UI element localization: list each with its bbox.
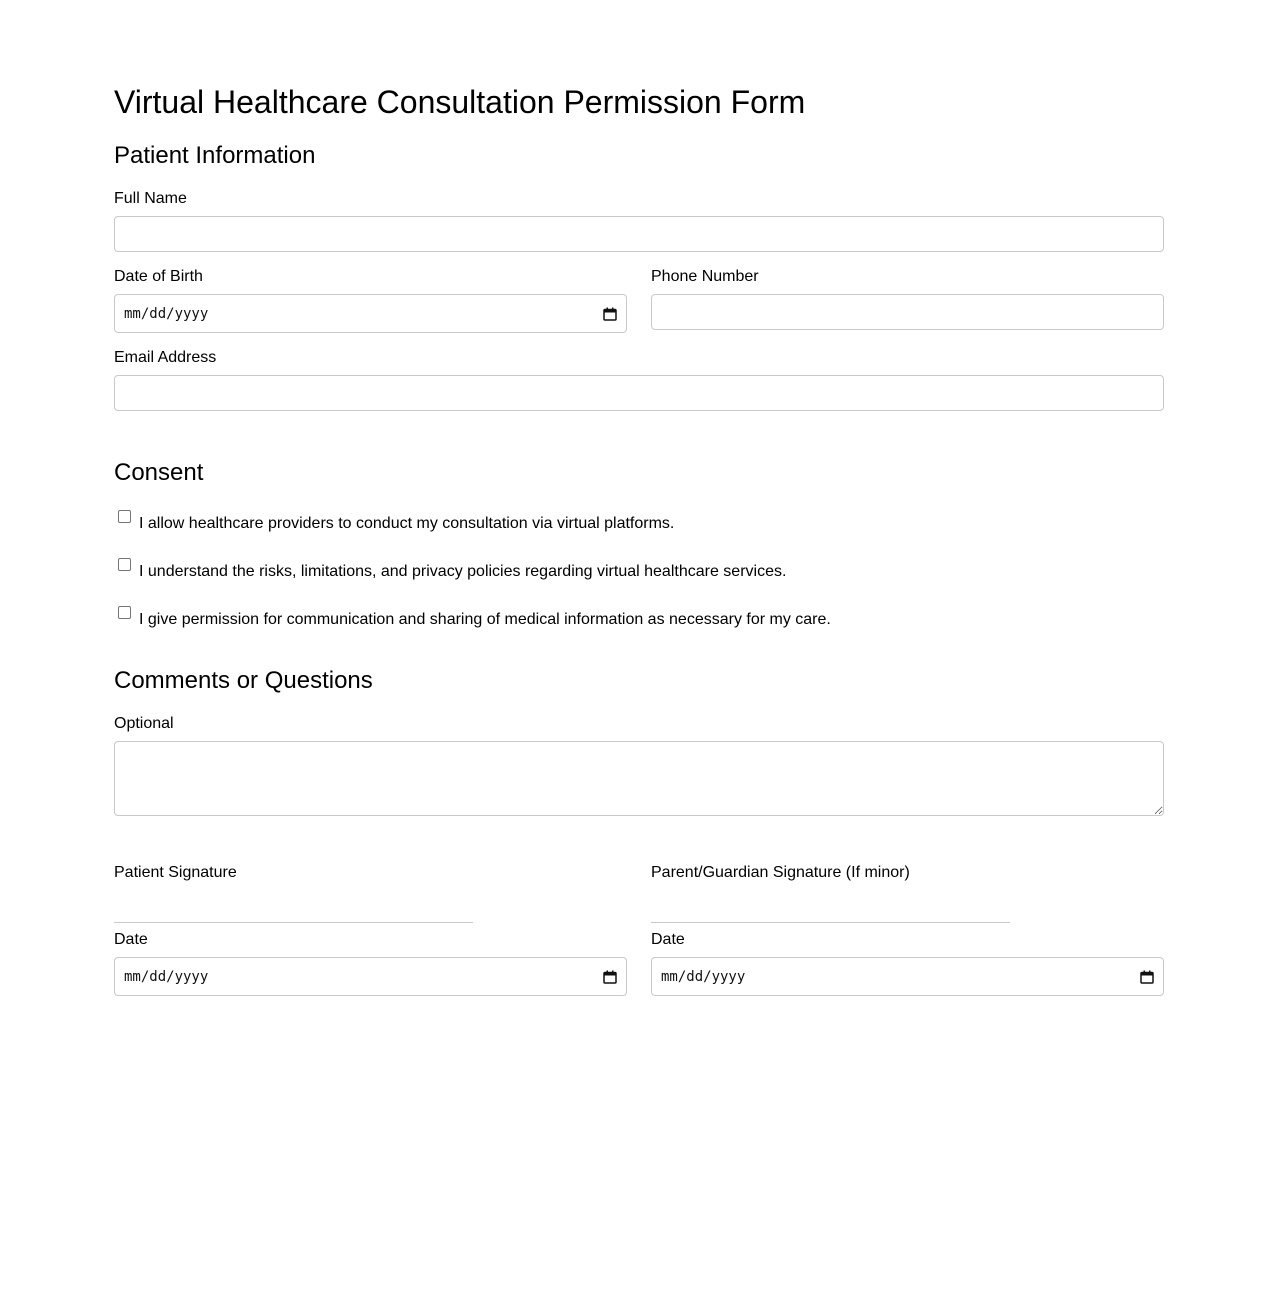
consent-heading: Consent [114, 459, 204, 486]
consent-item [114, 558, 1164, 584]
guardian-signature-label: Parent/Guardian Signature (If minor) [651, 864, 910, 881]
phone-input[interactable] [651, 294, 1164, 330]
patient-date-input[interactable] [114, 957, 627, 996]
patient-signature-label: Patient Signature [114, 864, 237, 881]
comments-heading: Comments or Questions [114, 667, 373, 694]
patient-signature-line[interactable] [114, 922, 473, 923]
consent-item [114, 510, 1164, 536]
comments-textarea[interactable] [114, 741, 1164, 816]
patient-date-placeholder: mm/dd/yyyy [124, 968, 209, 985]
calendar-icon[interactable] [603, 970, 617, 984]
full-name-input[interactable] [114, 216, 1164, 252]
dob-label: Date of Birth [114, 268, 203, 285]
calendar-icon[interactable] [603, 307, 617, 321]
guardian-date-placeholder: mm/dd/yyyy [661, 968, 746, 985]
consent-checkbox-risks[interactable] [118, 558, 131, 571]
full-name-label: Full Name [114, 190, 187, 207]
consent-checkbox-sharing[interactable] [118, 606, 131, 619]
email-input[interactable] [114, 375, 1164, 411]
consent-label-sharing: I give permission for communication and sharing of medical information as necessary for my care. [139, 611, 831, 628]
page-title: Virtual Healthcare Consultation Permission Form [114, 84, 806, 120]
patient-date-label: Date [114, 931, 148, 948]
email-label: Email Address [114, 349, 217, 366]
optional-label: Optional [114, 715, 174, 732]
consent-label-virtual: I allow healthcare providers to conduct my consultation via virtual platforms. [139, 515, 675, 532]
guardian-date-label: Date [651, 931, 685, 948]
patient-info-heading: Patient Information [114, 142, 316, 169]
calendar-icon[interactable] [1140, 970, 1154, 984]
dob-date-input[interactable] [114, 294, 627, 333]
phone-label: Phone Number [651, 268, 759, 285]
consent-checkbox-virtual[interactable] [118, 510, 131, 523]
guardian-date-input[interactable] [651, 957, 1164, 996]
consent-label-risks: I understand the risks, limitations, and privacy policies regarding virtual healthcare services. [139, 563, 787, 580]
dob-date-placeholder: mm/dd/yyyy [124, 305, 209, 322]
guardian-signature-line[interactable] [651, 922, 1010, 923]
consent-item [114, 606, 1164, 632]
